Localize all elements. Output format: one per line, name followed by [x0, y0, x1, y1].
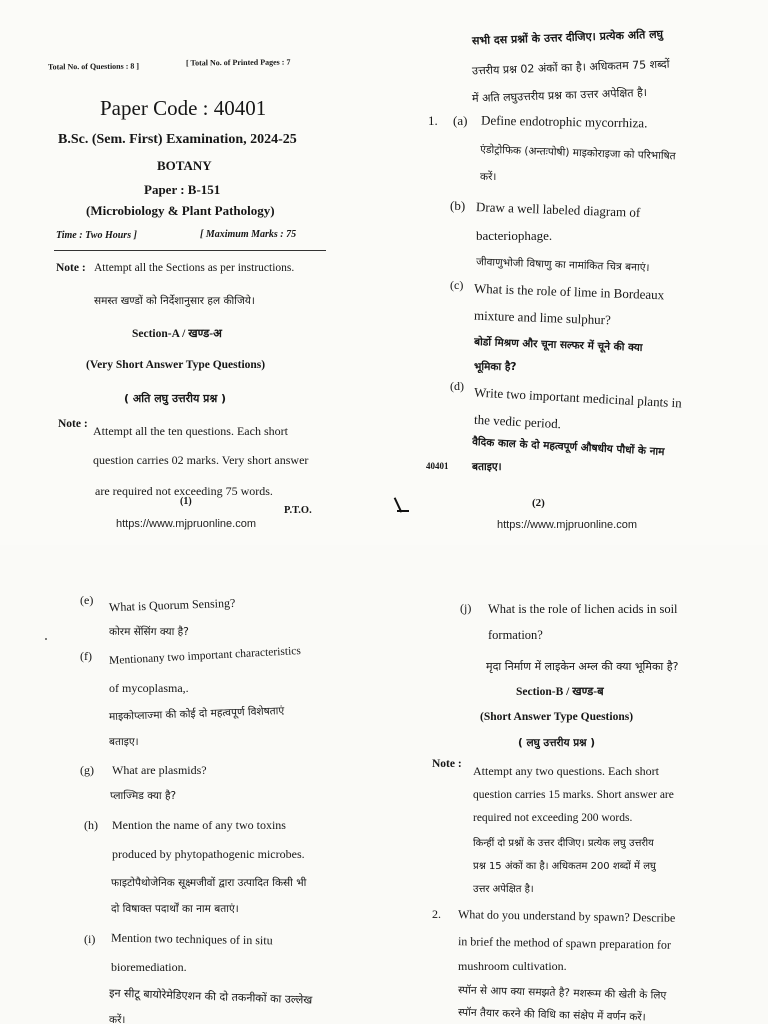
- section-a-hindi: ( अति लघु उत्तरीय प्रश्न ): [124, 392, 227, 405]
- max-marks: [ Maximum Marks : 75: [200, 229, 297, 240]
- page-number: (2): [532, 497, 545, 509]
- note2-line1: Attempt all the ten questions. Each short: [93, 424, 288, 438]
- paper-code-footer: 40401: [426, 461, 449, 471]
- section-b-heading: Section-B / खण्ड-ब: [516, 686, 604, 698]
- section-b-hindi: ( लघु उत्तरीय प्रश्न ): [518, 737, 596, 749]
- question-1c-text-2: mixture and lime sulphur?: [473, 307, 612, 328]
- question-1f-hindi-2: बताइए।: [109, 736, 139, 748]
- question-1i-hindi-1: इन सीटू बायोरेमेडिएशन की दो तकनीकों का उल्लेख: [108, 986, 313, 1007]
- question-1d-label: (d): [450, 379, 464, 393]
- question-2-text-1: What do you understand by spawn? Describe: [457, 907, 676, 925]
- question-1a-label: (a): [453, 113, 468, 128]
- note-label: Note :: [56, 262, 86, 274]
- source-url: https://www.mjpruonline.com: [497, 519, 637, 531]
- note-hindi-3: उत्तर अपेक्षित है।: [473, 884, 534, 895]
- question-2-text-2: in brief the method of spawn preparation for: [457, 934, 672, 952]
- question-1d-hindi-2: बताइए।: [472, 461, 502, 473]
- exam-page-3: [0, 545, 384, 1024]
- stray-mark: [397, 510, 409, 512]
- paper-title: (Microbiology & Plant Pathology): [86, 203, 275, 218]
- question-1j-hindi: मृदा निर्माण में लाइकेन अम्ल की क्या भूमिका है?: [486, 660, 679, 673]
- page-number: (1): [180, 496, 192, 507]
- total-questions: Total No. of Questions : 8 ]: [47, 61, 140, 72]
- question-1h-text-1: Mention the name of any two toxins: [112, 818, 286, 832]
- question-1j-label: (j): [460, 601, 472, 615]
- question-1f-text-1: Mentionany two important characteristics: [108, 644, 302, 668]
- exam-page-4: [384, 545, 768, 1024]
- exam-page-2: [384, 0, 768, 545]
- divider: [54, 250, 326, 251]
- source-url: https://www.mjpruonline.com: [116, 518, 256, 530]
- pto: P.T.O.: [284, 505, 312, 516]
- question-1e-text: What is Quorum Sensing?: [108, 595, 236, 615]
- question-2-hindi-1: स्पॉन से आप क्या समझते है? मशरूम की खेती के लिए: [457, 984, 667, 1002]
- note2-line3: are required not exceeding 75 words.: [95, 484, 273, 498]
- question-1h-text-2: produced by phytopathogenic microbes.: [112, 847, 305, 861]
- section-a-heading: Section-A / खण्ड-अ: [132, 328, 222, 340]
- question-1b-label: (b): [450, 198, 466, 213]
- note-hindi-2: प्रश्न 15 अंकों का है। अधिकतम 200 शब्दों में लघु: [473, 861, 656, 872]
- note2-line2: question carries 02 marks. Very short answer: [93, 453, 309, 467]
- question-1a-text: Define endotrophic mycorrhiza.: [480, 112, 648, 131]
- question-1j-text-1: What is the role of lichen acids in soil: [488, 602, 678, 616]
- question-1d-text-2: the vedic period.: [473, 411, 562, 432]
- question-1c-text-1: What is the role of lime in Bordeaux: [473, 280, 665, 303]
- question-1g-hindi: प्लाज्मिड क्या है?: [110, 790, 177, 802]
- question-1d-hindi-1: वैदिक काल के दो महत्वपूर्ण औषधीय पौधों के नाम: [471, 435, 665, 459]
- paper-number: Paper : B-151: [144, 182, 221, 197]
- note-line3: required not exceeding 200 words.: [473, 812, 633, 824]
- note2-label: Note :: [58, 418, 88, 430]
- question-2-text-3: mushroom cultivation.: [458, 959, 567, 973]
- question-1i-label: (i): [84, 932, 96, 946]
- question-2-hindi-2: स्पॉन तैयार करने की विधि का संक्षेप में वर्णन करें।: [457, 1006, 646, 1024]
- question-1c-hindi-2: भूमिका है?: [474, 361, 517, 373]
- stray-dot: [45, 638, 47, 640]
- section-b-type: (Short Answer Type Questions): [480, 711, 634, 723]
- hindi-instruction-2: उत्तरीय प्रश्न 02 अंकों का है। अधिकतम 75 शब्दों: [471, 57, 670, 78]
- question-1g-label: (g): [80, 763, 94, 777]
- note-line2: question carries 15 marks. Short answer are: [473, 789, 674, 801]
- question-1g-text: What are plasmids?: [112, 763, 207, 777]
- question-1h-label: (h): [84, 818, 98, 832]
- question-1e-hindi: कोरम सेंसिंग क्या है?: [109, 626, 189, 638]
- hindi-instruction-1: सभी दस प्रश्नों के उत्तर दीजिए। प्रत्येक अति लघु: [471, 27, 664, 48]
- question-1b-text-2: bacteriophage.: [476, 228, 553, 243]
- exam-page-1: [0, 0, 384, 545]
- exam-title: B.Sc. (Sem. First) Examination, 2024-25: [58, 132, 297, 147]
- question-1h-hindi-2: दो विषाक्त पदार्थों का नाम बताएं।: [111, 903, 239, 915]
- question-1j-text-2: formation?: [488, 628, 543, 642]
- question-1i-text-1: Mention two techniques of in situ: [110, 930, 273, 948]
- question-1c-label: (c): [450, 278, 464, 292]
- hindi-instruction-3: में अति लघुउत्तरीय प्रश्न का उत्तर अपेक्षित है।: [471, 85, 648, 106]
- question-1i-hindi-2: करें।: [109, 1014, 126, 1024]
- question-1b-hindi: जीवाणुभोजी विषाणु का नामांकित चित्र बनाएं।: [475, 255, 650, 275]
- note-text: Attempt all the Sections as per instructions.: [94, 262, 295, 274]
- question-2-number: 2.: [432, 907, 441, 921]
- note-label: Note :: [432, 758, 462, 770]
- subject: BOTANY: [157, 158, 212, 173]
- note-hindi-1: किन्हीं दो प्रश्नों के उत्तर दीजिए। प्रत्येक लघु उत्तरीय: [473, 838, 654, 849]
- question-1b-text-1: Draw a well labeled diagram of: [475, 199, 641, 220]
- question-1d-text-1: Write two important medicinal plants in: [473, 384, 683, 411]
- paper-code: Paper Code : 40401: [100, 96, 267, 120]
- question-1-number: 1.: [428, 113, 438, 128]
- question-1e-label: (e): [80, 593, 94, 607]
- section-a-type: (Very Short Answer Type Questions): [86, 359, 266, 371]
- question-1i-text-2: bioremediation.: [111, 960, 187, 974]
- total-pages: [ Total No. of Printed Pages : 7: [185, 57, 291, 68]
- question-1c-hindi-1: बोर्डो मिश्रण और चूना सल्फर में चूने की क्या: [473, 336, 643, 354]
- question-1a-hindi-1: एंडोट्रोफिक (अन्तःपोषी) माइकोराइजा को परिभाषित: [479, 143, 676, 163]
- question-1h-hindi-1: फाइटोपैथोजेनिक सूक्ष्मजीवों द्वारा उत्पादित किसी भी: [111, 877, 307, 889]
- question-1f-hindi-1: माइकोप्लाज्मा की कोई दो महत्वपूर्ण विशेषताएं: [108, 704, 285, 724]
- time: Time : Two Hours ]: [56, 230, 137, 241]
- question-1a-hindi-2: करें।: [480, 171, 497, 183]
- question-1f-text-2: of mycoplasma,.: [109, 681, 189, 695]
- question-1f-label: (f): [80, 649, 92, 663]
- note-line1: Attempt any two questions. Each short: [473, 764, 659, 778]
- note-hindi: समस्त खण्डों को निर्देशानुसार हल कीजिये।: [94, 295, 255, 307]
